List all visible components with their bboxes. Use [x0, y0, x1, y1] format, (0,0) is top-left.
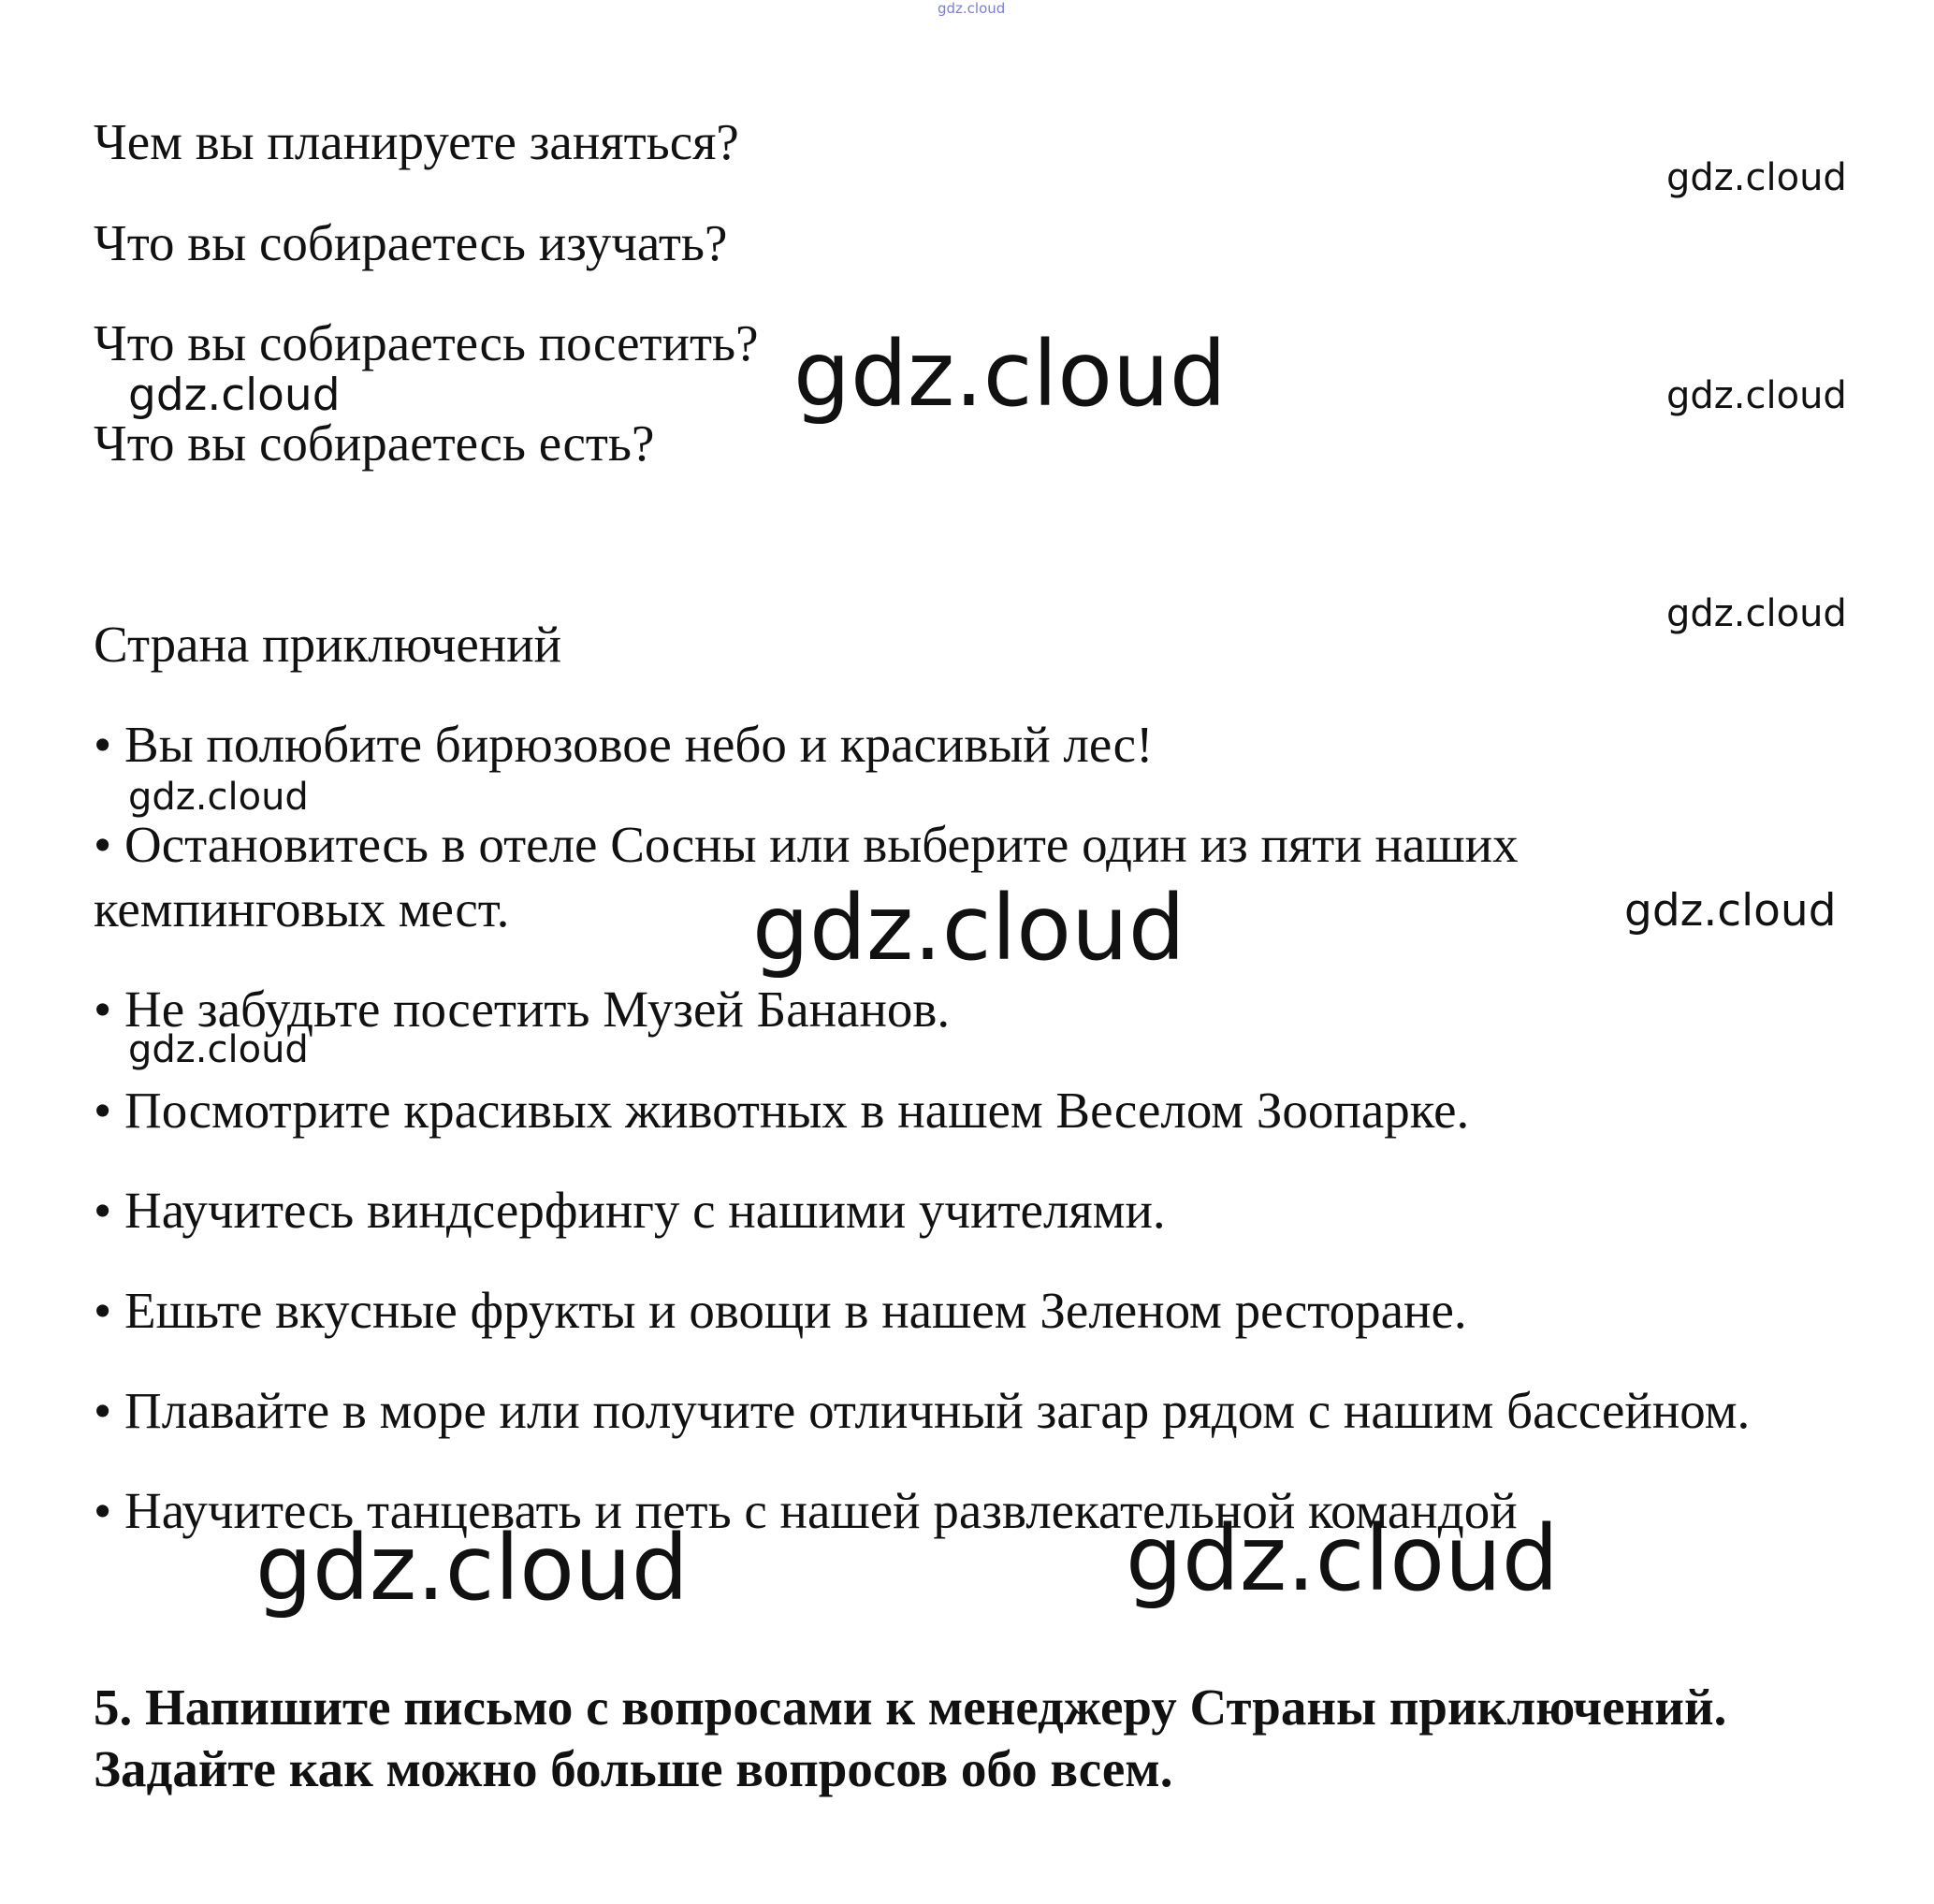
watermark: gdz.cloud: [1666, 156, 1847, 199]
watermark-top: gdz.cloud: [938, 0, 1006, 17]
question-what-to-do: Чем вы планируете заняться?: [94, 113, 739, 170]
question-what-to-study: Что вы собираетесь изучать?: [94, 214, 728, 271]
watermark-large: gdz.cloud: [1126, 1506, 1559, 1611]
advert-bullet-restaurant: • Ешьте вкусные фрукты и овощи в нашем Зеленом ресторане.: [94, 1282, 1467, 1339]
task-instruction-line-2: Задайте как можно больше вопросов обо всем.: [94, 1740, 1173, 1797]
watermark-large: gdz.cloud: [752, 876, 1185, 981]
watermark: gdz.cloud: [128, 776, 309, 819]
advert-bullet-swim-pool: • Плавайте в море или получите отличный загар рядом с нашим бассейном.: [94, 1382, 1751, 1439]
watermark: gdz.cloud: [1624, 885, 1837, 937]
advert-bullet-windsurfing: • Научитесь виндсерфингу с нашими учителями.: [94, 1182, 1166, 1239]
question-what-to-visit: Что вы собираетесь посетить?: [94, 314, 759, 371]
question-what-to-eat: Что вы собираетесь есть?: [94, 414, 655, 472]
watermark: gdz.cloud: [128, 370, 341, 421]
task-instruction-line-1: 5. Напишите письмо с вопросами к менеджеру Страны приключений.: [94, 1679, 1727, 1736]
watermark-large: gdz.cloud: [793, 322, 1227, 427]
advert-bullet-hotel: • Остановитесь в отеле Сосны или выберите один из пяти наших: [94, 816, 1519, 873]
watermark: gdz.cloud: [1666, 374, 1847, 417]
advert-bullet-zoo: • Посмотрите красивых животных в нашем Веселом Зоопарке.: [94, 1082, 1470, 1139]
watermark: gdz.cloud: [128, 1028, 309, 1071]
advert-title: Страна приключений: [94, 616, 562, 673]
advert-bullet-hotel-continued: кемпинговых мест.: [94, 880, 510, 937]
advert-bullet-dance-sing: • Научитесь танцевать и петь с нашей развлекательной командой: [94, 1482, 1518, 1539]
watermark: gdz.cloud: [1666, 592, 1847, 635]
watermark-large: gdz.cloud: [255, 1516, 689, 1621]
advert-bullet-museum: • Не забудьте посетить Музей Бананов.: [94, 981, 951, 1038]
advert-bullet-sky-forest: • Вы полюбите бирюзовое небо и красивый лес!: [94, 716, 1154, 773]
